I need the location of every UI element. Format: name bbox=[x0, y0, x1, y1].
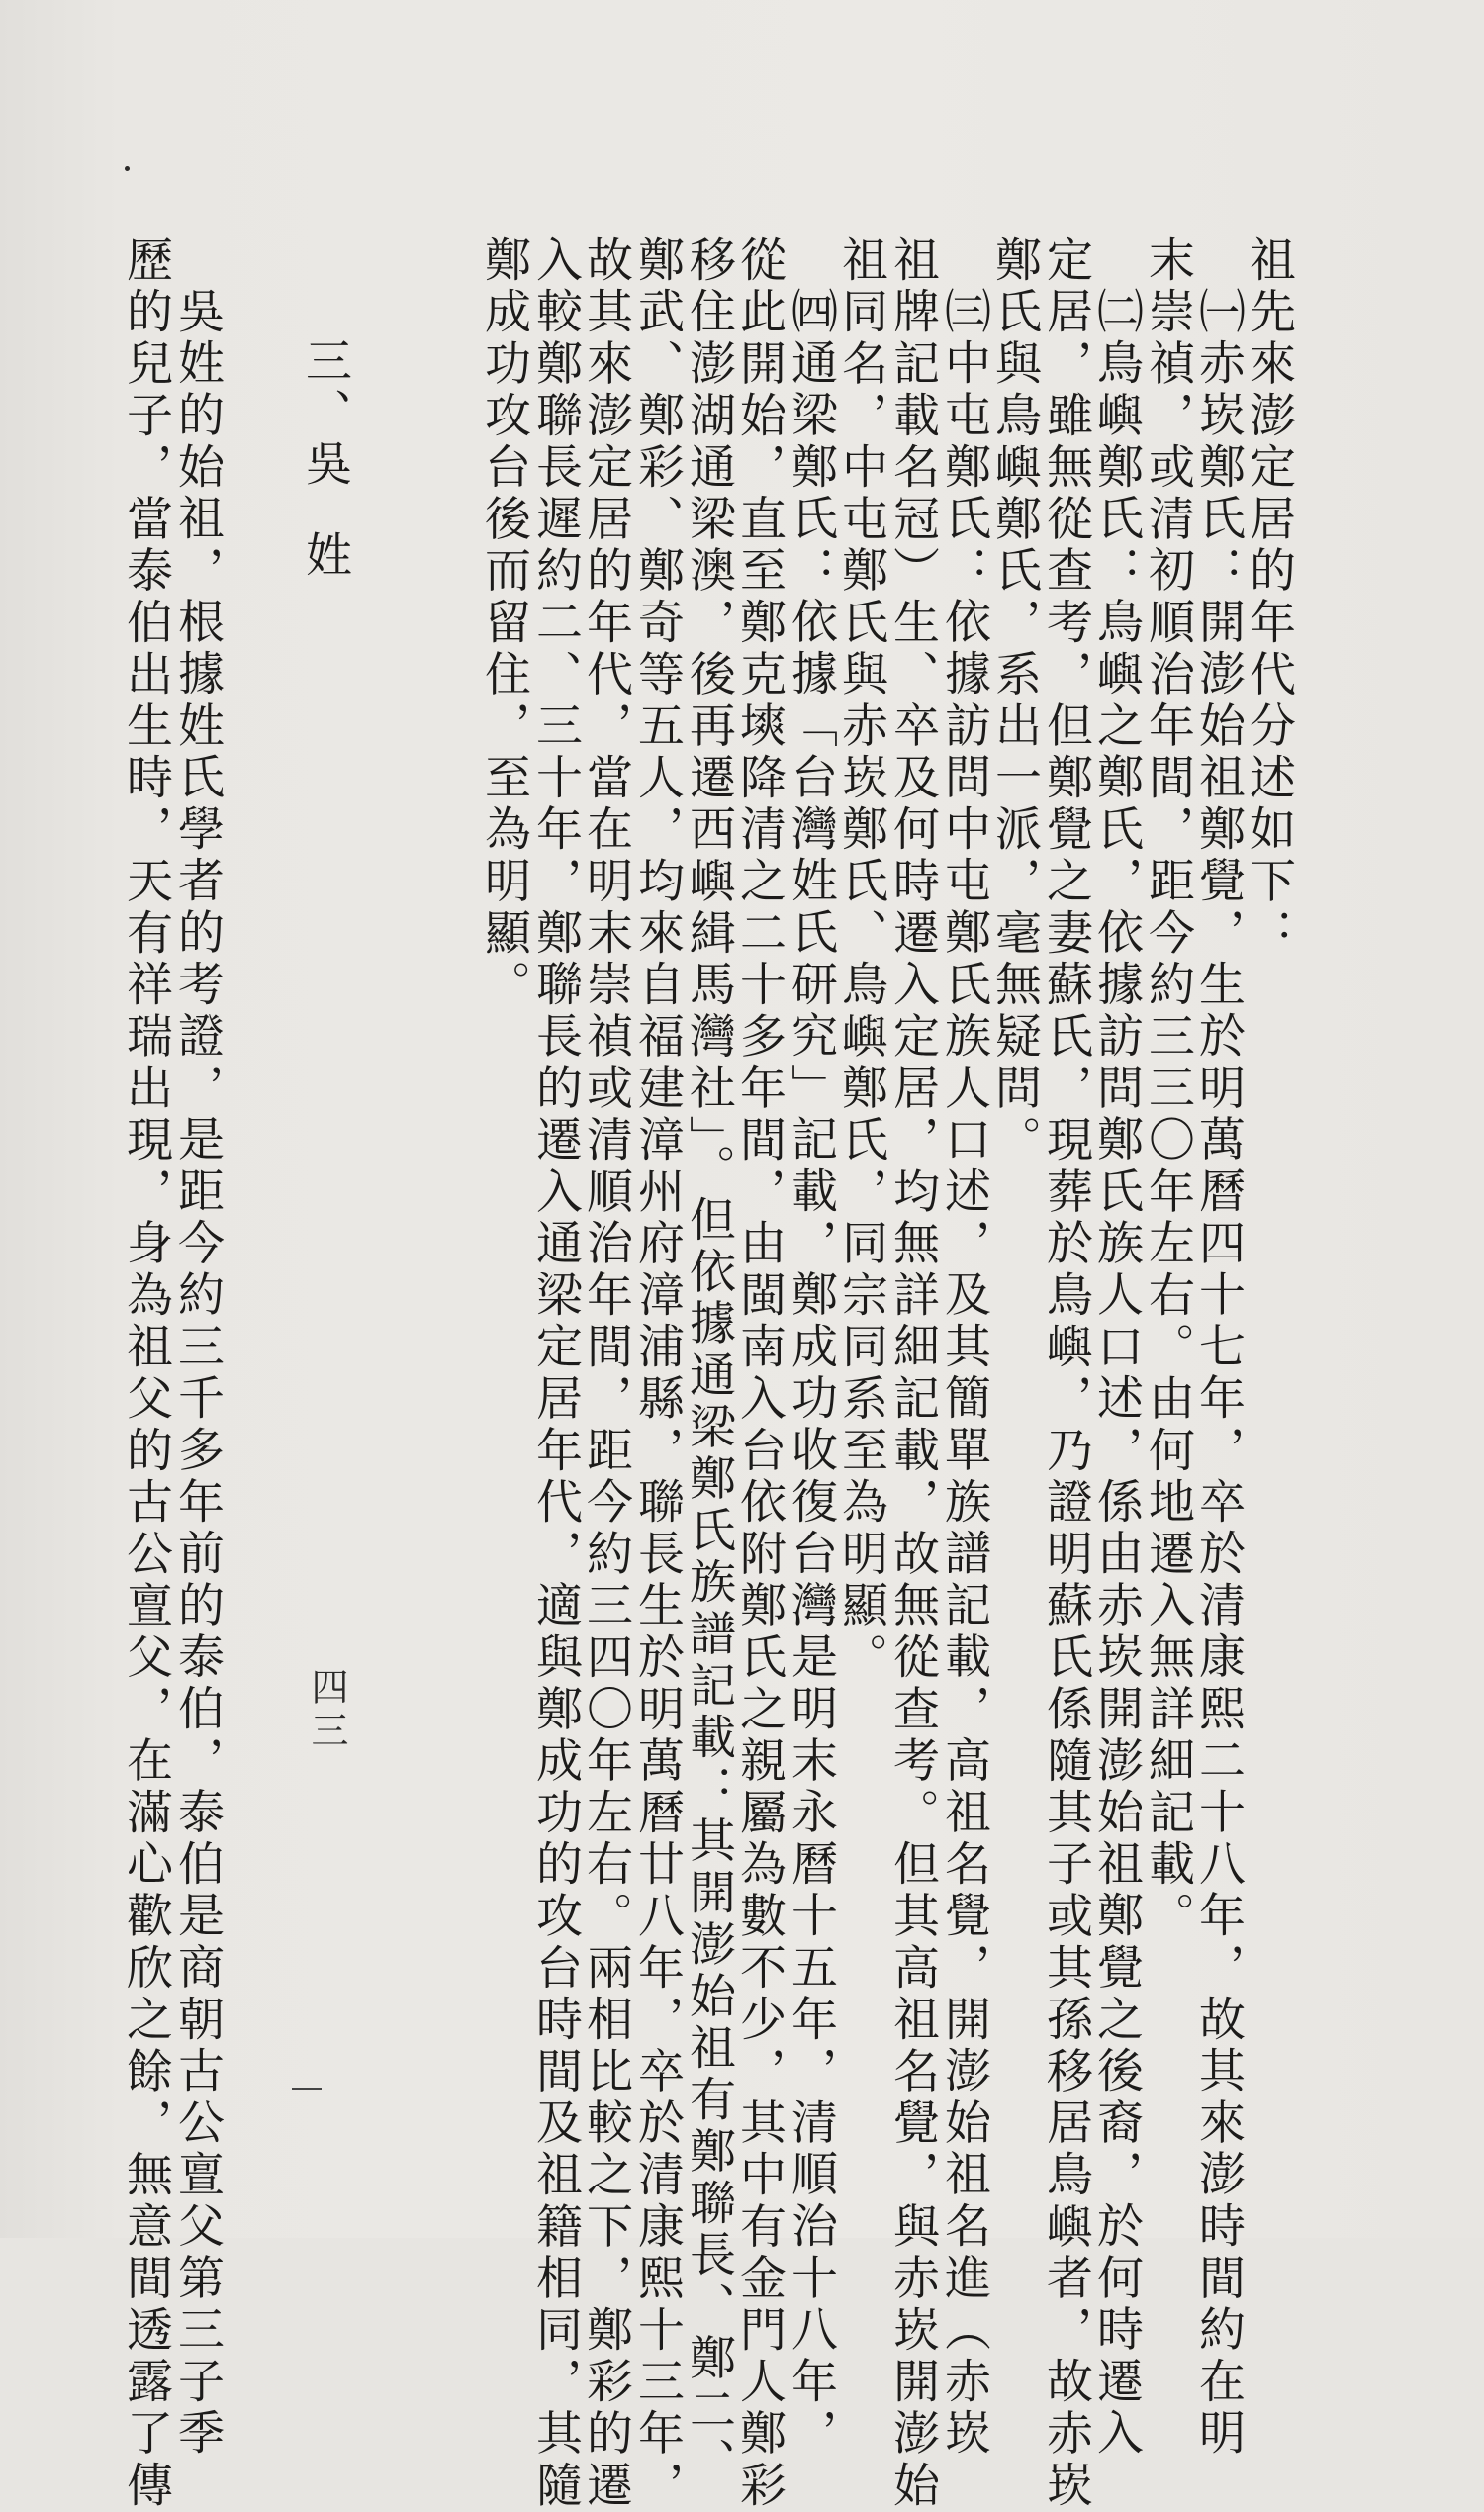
section-title-char: 吳 bbox=[298, 439, 352, 491]
text-column: 鄭氏與鳥嶼鄭氏，系出一派，毫無疑問。 bbox=[987, 235, 1042, 1167]
text-column: 祖牌記載名冠）生、卒及何時遷入定居，均無詳細記載，故無從查考。但其高祖名覺，與赤崁開澎始 bbox=[885, 235, 940, 2512]
text-column: 末崇禎，或清初順治年間，距今約三三〇年左右。由何地遷入無詳細記載。 bbox=[1141, 235, 1195, 1943]
text-column: 入較鄭聯長遲約二、三十年，鄭聯長的遷入通梁定居年代，適與鄭成功的攻台時間及祖籍相同，其隨 bbox=[528, 235, 583, 2512]
text-column: 鄭成功攻台後而留住，至為明顯。 bbox=[477, 235, 531, 1012]
text-column: ㈠赤崁鄭氏：開澎始祖鄭覺，生於明萬曆四十七年，卒於清康熙二十八年，故其來澎時間約在明 bbox=[1191, 287, 1246, 2461]
ink-dash bbox=[292, 2088, 322, 2090]
text-column: 鄭武、鄭彩、鄭奇等五人，均來自福建漳州府漳浦縣，聯長生於明萬曆廿八年，卒於清康熙十三年， bbox=[630, 235, 685, 2512]
page-number: 四三 bbox=[305, 1667, 348, 1754]
text-column: 祖同名，中屯鄭氏與赤崁鄭氏、鳥嶼鄭氏，同宗同系至為明顯。 bbox=[834, 235, 888, 1685]
section-number: 三、 bbox=[298, 336, 352, 439]
text-column: ㈣通梁鄭氏：依據「台灣姓氏研究」記載，鄭成功收復台灣是明末永曆十五年，清順治十八年， bbox=[784, 287, 838, 2461]
text-column: ㈡鳥嶼鄭氏：鳥嶼之鄭氏，依據訪問鄭氏族人口述，係由赤崁開澎始祖鄭覺之後裔，於何時遷入 bbox=[1089, 287, 1144, 2461]
text-column: 定居，雖無從查考，但鄭覺之妻蘇氏，現葬於鳥嶼，乃證明蘇氏係隨其子或其孫移居鳥嶼者，故赤崁 bbox=[1039, 235, 1093, 2512]
section-heading bbox=[299, 336, 350, 582]
text-column: 祖先來澎定居的年代分述如下： bbox=[1242, 235, 1296, 961]
text-column: 移住澎湖通梁澳，後再遷西嶼緝馬灣社」。但依據通梁鄭氏族譜記載：其開澎始祖有鄭聯長、鄭二、 bbox=[682, 235, 736, 2489]
text-column: 故其來澎定居的年代，當在明末崇禎或清順治年間，距今約三四〇年左右。兩相比較之下，鄭彩的遷 bbox=[579, 235, 633, 2512]
text-column: ㈢中屯鄭氏：依據訪問中屯鄭氏族人口述，及其簡單族譜記載，高祖名覺，開澎始祖名進（赤崁 bbox=[937, 287, 991, 2461]
section-title-char: 姓 bbox=[298, 530, 352, 582]
text-column: 歷的兒子，當泰伯出生時，天有祥瑞出現，身為祖父的古公亶父，在滿心歡欣之餘，無意間透露了傳 bbox=[119, 235, 173, 2512]
text-column: 吳姓的始祖，根據姓氏學者的考證，是距今約三千多年前的泰伯，泰伯是商朝古公亶父第三子季 bbox=[170, 287, 225, 2461]
ink-dot bbox=[125, 166, 130, 171]
text-column: 從此開始，直至鄭克塽降清之二十多年間，由閩南入台依附鄭氏之親屬為數不少，其中有金門人鄭彩 bbox=[732, 235, 787, 2512]
